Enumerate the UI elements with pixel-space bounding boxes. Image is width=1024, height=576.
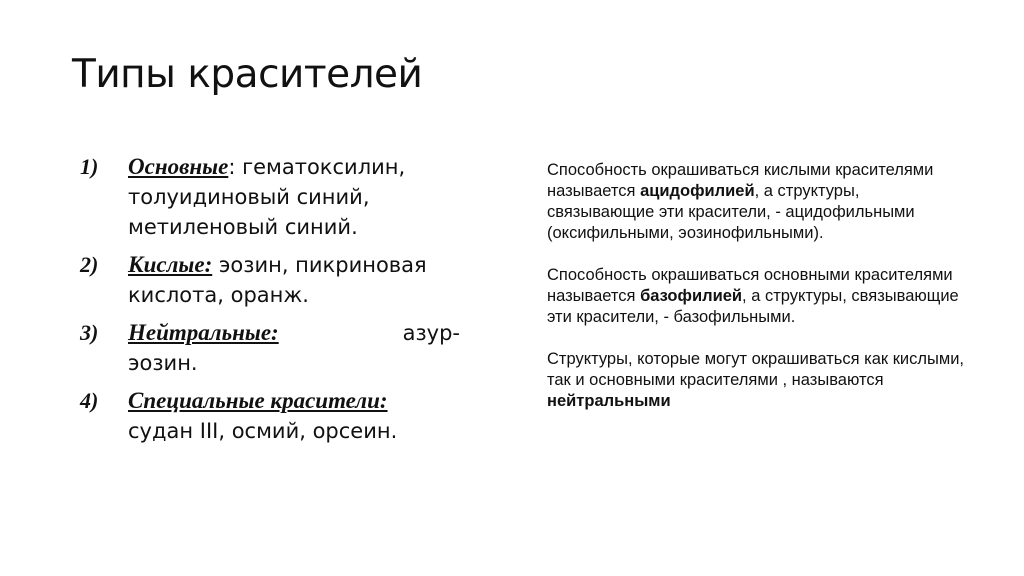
item-body: [128, 386, 460, 446]
dye-term: Кислые:: [128, 252, 213, 277]
item-number: 4): [80, 388, 99, 413]
item-number: 3): [80, 320, 99, 345]
note-text: Структуры, которые могут окрашиваться как кислыми, так и основными красителями , называются: [547, 350, 965, 389]
slide-title: Типы красителей: [72, 52, 423, 97]
note-neutral: [547, 349, 967, 412]
term-separator: :: [228, 155, 236, 179]
dye-examples-line: судан III, осмий, орсеин.: [128, 419, 398, 443]
note-text: , а структуры, связывающие эти красители, - базофильными.: [547, 287, 959, 326]
note-term: ацидофилией: [640, 182, 755, 200]
note-text: Способность окрашиваться основными красителями называется: [547, 266, 953, 305]
dye-examples-line: эозин, пикриновая: [212, 253, 427, 277]
item-number: 1): [80, 154, 99, 179]
list-item: [80, 318, 460, 378]
dye-examples-line: эозин.: [128, 351, 198, 375]
list-item: [80, 152, 460, 242]
dye-examples-line: азур-: [402, 321, 460, 345]
note-acidophilia: [547, 160, 967, 244]
dye-term: Основные: [128, 154, 229, 179]
dye-term: Нейтральные:: [128, 320, 279, 345]
list-item: [80, 386, 460, 446]
dye-examples-line: гематоксилин,: [235, 155, 406, 179]
note-term: нейтральными: [547, 392, 671, 410]
item-number: 2): [80, 252, 99, 277]
item-body: [128, 152, 460, 242]
item-body: [128, 250, 460, 310]
dye-examples-line: метиленовый синий.: [128, 215, 358, 239]
dye-types-list: [80, 152, 460, 454]
note-basophilia: [547, 265, 967, 328]
notes-panel: [547, 160, 967, 433]
note-text: , а структуры, связывающие эти красители, - ацидофильными (оксифильными, эозинофильными).: [547, 182, 915, 242]
justified-line: [128, 318, 460, 348]
dye-examples-line: кислота, оранж.: [128, 283, 309, 307]
note-term: базофилией: [640, 287, 743, 305]
note-text: Способность окрашиваться кислыми красителями называется: [547, 161, 934, 200]
item-body: [128, 318, 460, 378]
dye-examples-line: толуидиновый синий,: [128, 185, 370, 209]
list-item: [80, 250, 460, 310]
dye-term: Специальные красители:: [128, 388, 388, 413]
